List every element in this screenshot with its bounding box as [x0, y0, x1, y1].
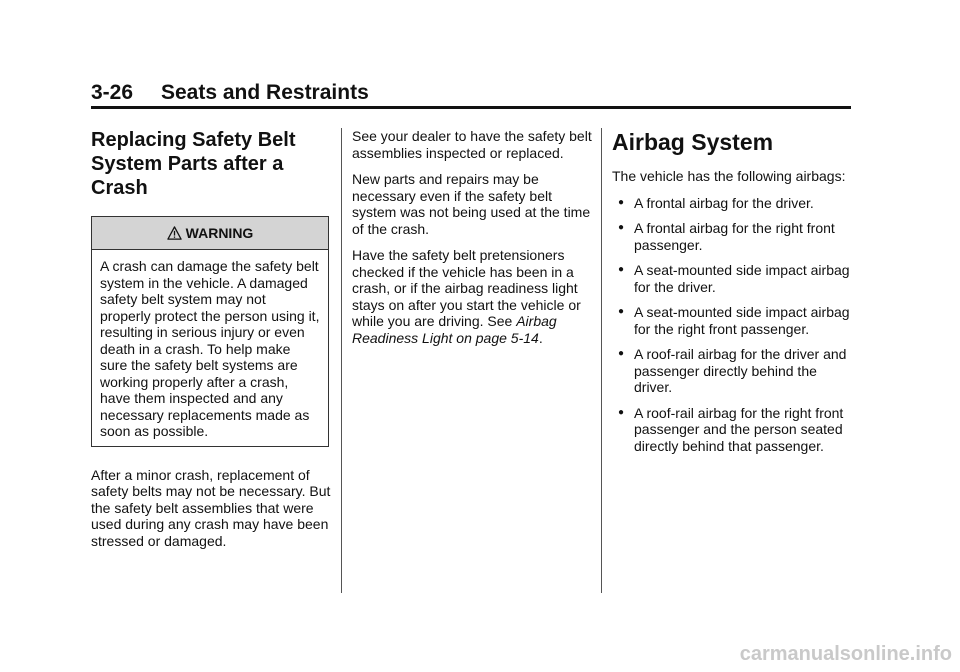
right-column: [612, 128, 856, 463]
pretensioner-paragraph: [352, 247, 592, 346]
middle-column: [352, 128, 592, 356]
warning-text: A crash can damage the safety belt system in the vehicle. A damaged safety belt system may not properly protect the person using it, resulting in serious injury or even death in a crash. To help make sure the safety belt systems are working properly after a crash, have them inspected and any necessary replacements made as soon as possible.: [100, 258, 320, 439]
airbag-intro: The vehicle has the following airbags:: [612, 168, 846, 184]
warning-box: [91, 216, 329, 447]
replacing-parts-heading: Replacing Safety Belt System Parts after a Crash: [91, 129, 296, 199]
bullet-icon: ●: [618, 348, 625, 359]
list-item: ● A frontal airbag for the driver.: [618, 194, 814, 211]
airbag-list: [612, 195, 856, 455]
list-item: ● A seat-mounted side impact airbag for the right front passenger.: [618, 304, 850, 337]
warning-label: WARNING: [185, 225, 254, 241]
column-divider-right: [601, 128, 602, 593]
bullet-icon: ●: [618, 196, 625, 208]
bullet-icon: ●: [618, 264, 625, 275]
list-item: ● A roof-rail airbag for the driver and passenger directly behind the driver.: [618, 346, 847, 395]
site-watermark: carmanualsonline.info: [739, 643, 952, 665]
warning-body: [92, 250, 328, 446]
section-title: Seats and Restraints: [161, 81, 369, 104]
airbag-readiness-link[interactable]: Airbag Readiness Light on page 5-14: [352, 313, 557, 346]
new-parts-paragraph: New parts and repairs may be necessary even if the safety belt system was not being used at the time of the crash.: [352, 171, 591, 237]
left-column: [91, 128, 331, 559]
list-item: ● A frontal airbag for the right front passenger.: [618, 220, 835, 253]
bullet-icon: ●: [618, 306, 625, 317]
bullet-icon: ●: [618, 222, 625, 233]
pretensioner-end: .: [538, 329, 543, 346]
warning-header: [92, 217, 328, 250]
warning-icon: [167, 226, 182, 241]
pretensioner-text: Have the safety belt pretensioners checked if the vehicle has been in a crash, or if the airbag readiness light stays on after you start the vehicle or while you are driving. See: [352, 247, 581, 329]
list-item: ● A seat-mounted side impact airbag for the driver.: [618, 262, 850, 295]
minor-crash-paragraph: After a minor crash, replacement of safety belts may not be necessary. But the safety belt assemblies that were used during any crash may have been stressed or damaged.: [91, 466, 331, 549]
bullet-icon: ●: [618, 406, 625, 418]
airbag-system-heading: Airbag System: [612, 129, 774, 155]
column-divider-left: [341, 128, 342, 593]
page-number: 3-26: [91, 81, 134, 104]
page-header: [91, 80, 851, 109]
list-item: ● A roof-rail airbag for the right front passenger and the person seated directly behind that passenger.: [618, 404, 844, 454]
dealer-paragraph: See your dealer to have the safety belt assemblies inspected or replaced.: [352, 128, 592, 161]
